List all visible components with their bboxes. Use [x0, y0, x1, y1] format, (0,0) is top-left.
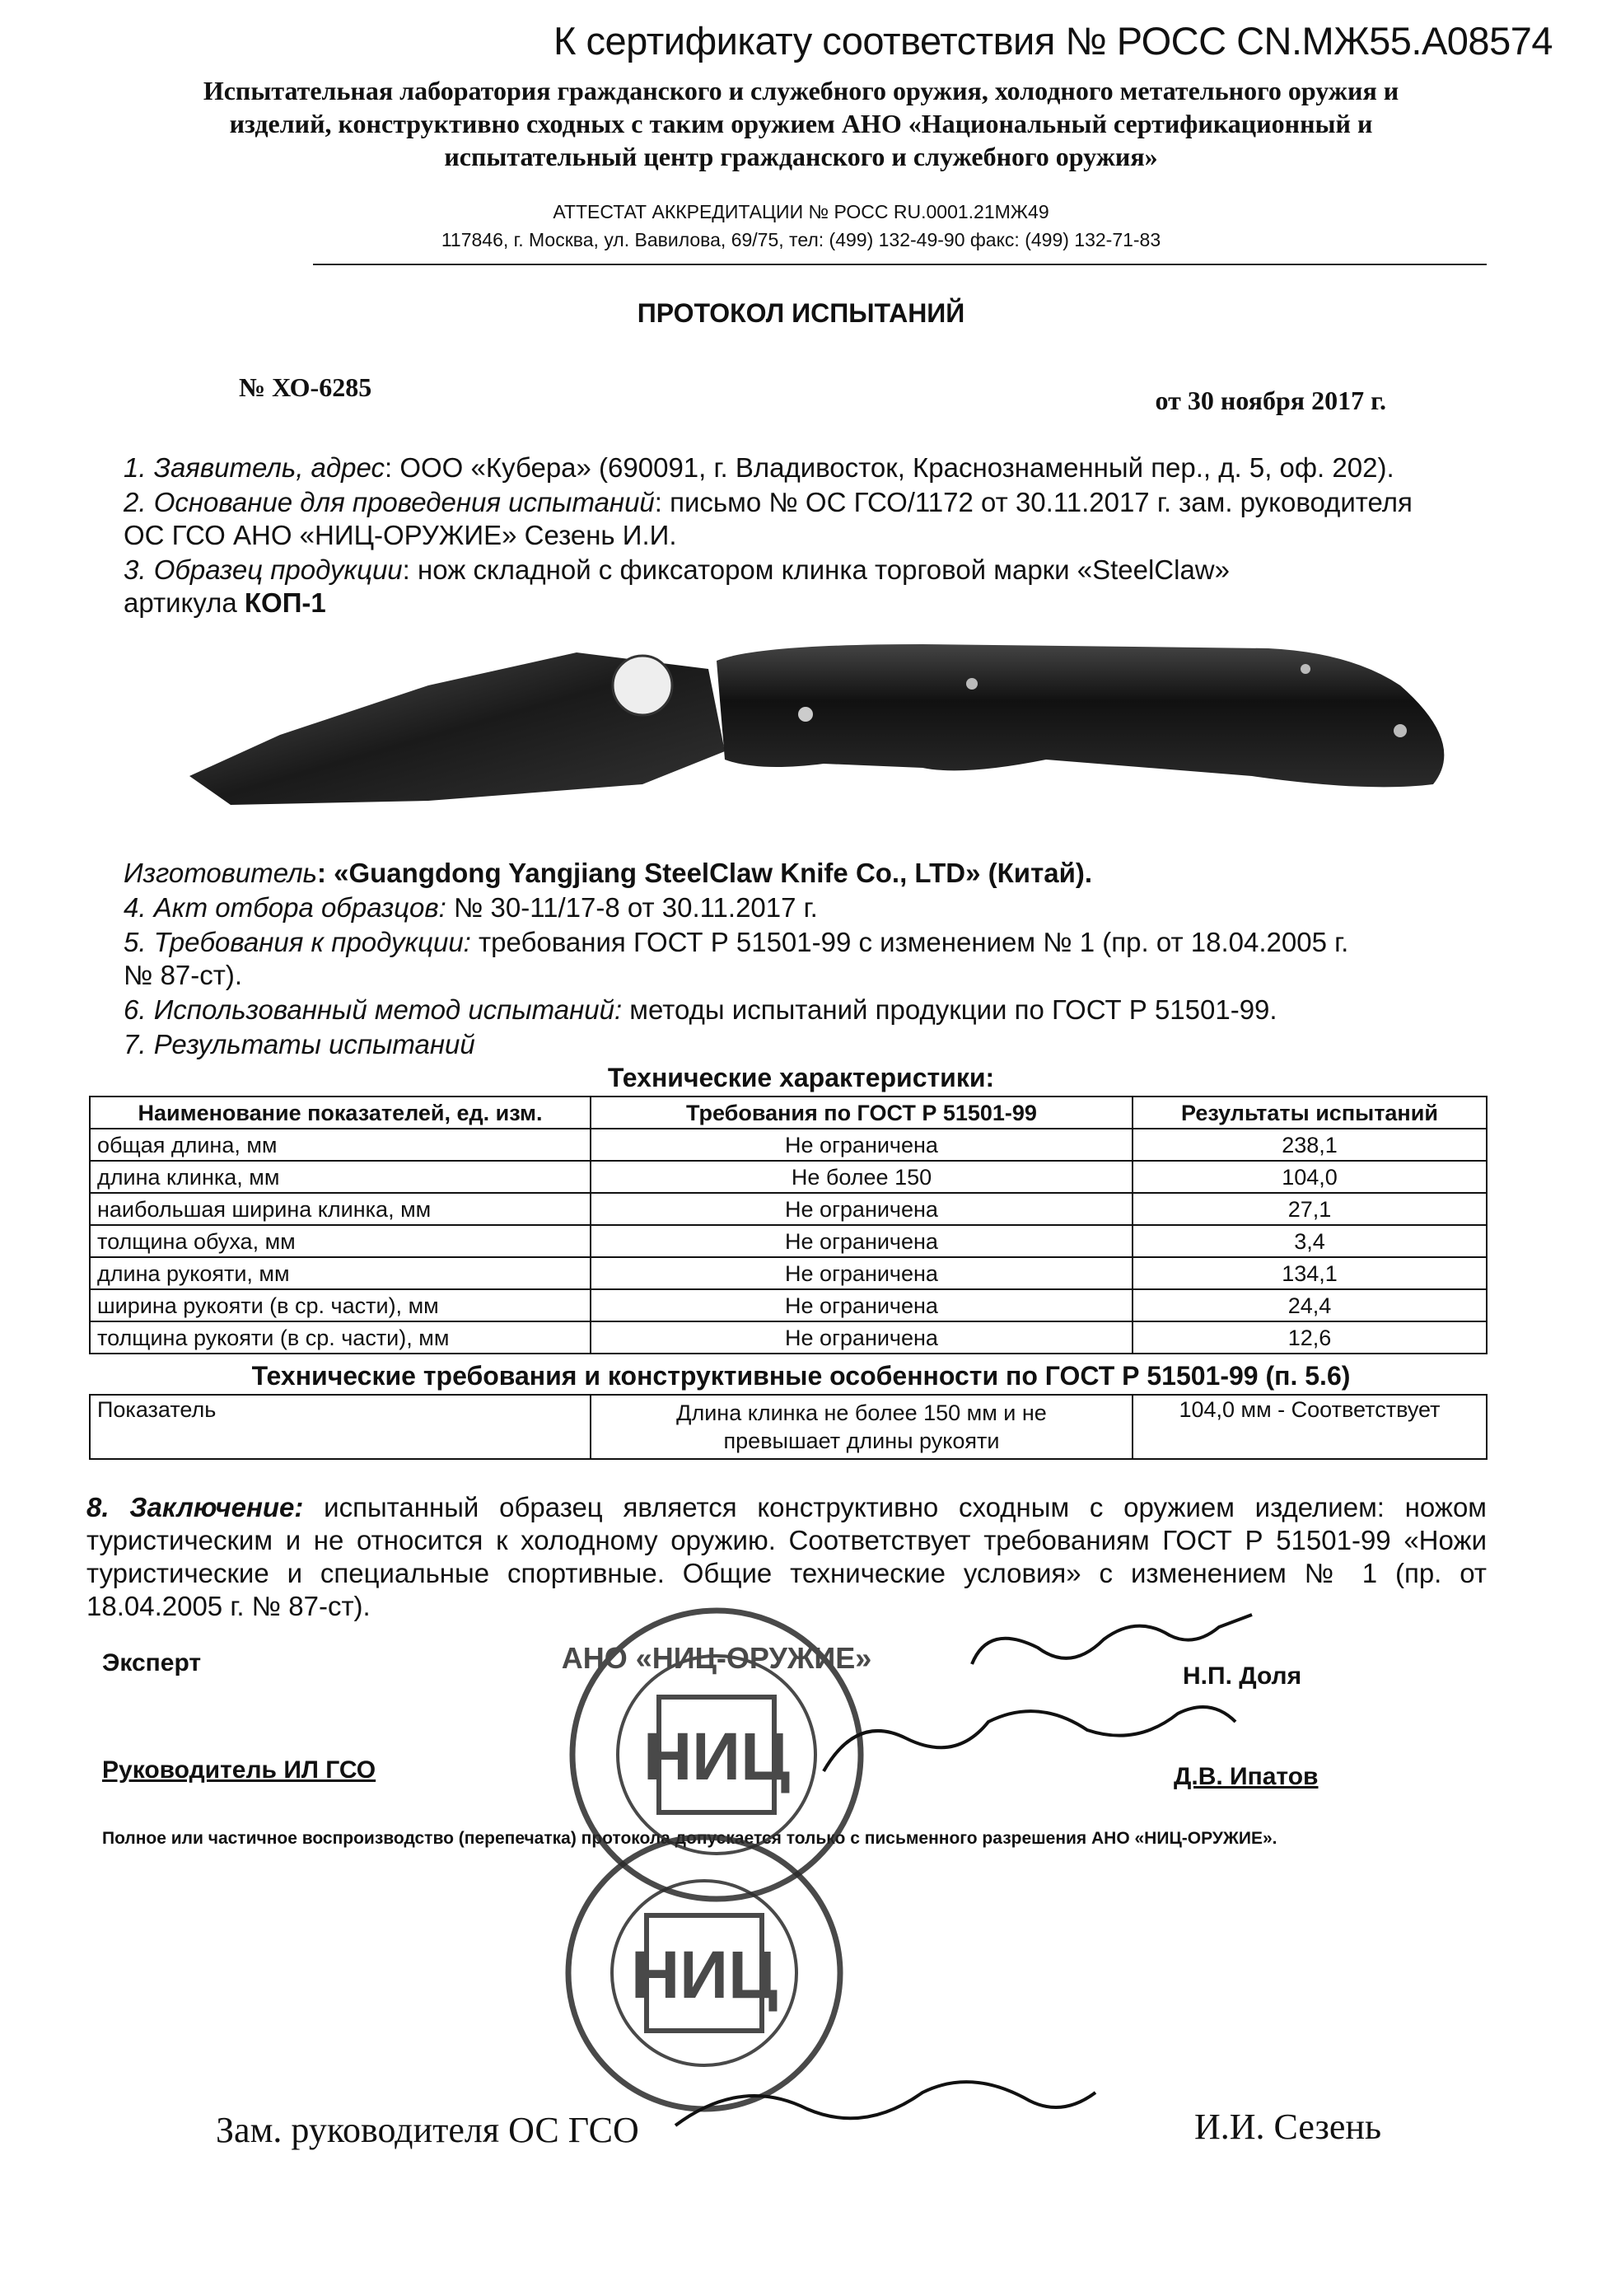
protocol-number: № ХО-6285	[239, 372, 372, 402]
table-cell: Не более 150	[591, 1161, 1133, 1193]
table-cell: длина рукояти, мм	[90, 1257, 591, 1289]
table-header-cell: Наименование показателей, ед. изм.	[90, 1097, 591, 1129]
head-label: Руководитель ИЛ ГСО	[102, 1756, 376, 1784]
table-cell: Не ограничена	[591, 1129, 1133, 1161]
item-label: 3. Образец продукции	[124, 554, 403, 585]
table2-caption: Технические требования и конструктивные особенности по ГОСТ Р 51501-99 (п. 5.6)	[251, 1361, 1351, 1391]
item-label: 4. Акт отбора образцов:	[124, 892, 446, 923]
item-text: артикула	[124, 587, 245, 618]
expert-name: Н.П. Доля	[1183, 1662, 1302, 1690]
reproduction-note: Полное или частичное воспроизводство (перепечатка) протокола допускается только с письменного разрешения АНО «НИЦ-ОРУЖИЕ».	[102, 1829, 1277, 1848]
table-cell: наибольшая ширина клинка, мм	[90, 1193, 591, 1225]
item-text: : «Guangdong Yangjiang SteelClaw Knife Co., LTD» (Китай).	[316, 858, 1093, 888]
lab-line-2: изделий, конструктивно сходных с таким оружием АНО «Национальный сертификационный и	[229, 109, 1373, 138]
table-cell: 3,4	[1133, 1225, 1487, 1257]
item-text: ОС ГСО АНО «НИЦ-ОРУЖИЕ» Сезень И.И.	[124, 520, 677, 550]
certificate-reference: К сертификату соответствия № РОСС CN.МЖ55.А08574	[553, 19, 1553, 63]
item-text: требования ГОСТ Р 51501-99 с изменением № 1 (пр. от 18.04.2005 г.	[470, 927, 1349, 957]
table-cell: толщина рукояти (в ср. части), мм	[90, 1321, 591, 1354]
stamp-lower-icon	[568, 1837, 840, 2109]
table-cell: 134,1	[1133, 1257, 1487, 1289]
table-cell: ширина рукояти (в ср. части), мм	[90, 1289, 591, 1321]
item-text: методы испытаний продукции по ГОСТ Р 51501-99.	[622, 994, 1277, 1025]
table-header-cell: Требования по ГОСТ Р 51501-99	[591, 1097, 1133, 1129]
table-cell: 104,0 мм - Соответствует	[1133, 1395, 1487, 1459]
stamp-upper-ring: АНО «НИЦ-ОРУЖИЕ»	[561, 1641, 872, 1675]
table-cell: Не ограничена	[591, 1225, 1133, 1257]
expert-signature-icon	[972, 1615, 1252, 1664]
head-signature-icon	[824, 1707, 1235, 1771]
table-cell: 27,1	[1133, 1193, 1487, 1225]
item-text: : ООО «Кубера» (690091, г. Владивосток, Краснознаменный пер., д. 5, оф. 202).	[384, 452, 1394, 483]
stamp-upper-icon	[562, 1611, 872, 1899]
protocol-date: от 30 ноября 2017 г.	[1155, 386, 1386, 415]
table-cell: 24,4	[1133, 1289, 1487, 1321]
stamp-upper-center: НИЦ	[642, 1719, 791, 1794]
conclusion-text: испытанный образец является конструктивно сходным с оружием изделием: ножом туристическим и не относится к холодному оружию. Соответствует требованиям ГОСТ Р 51501-99 «Ножи туристические и специальные спортивные. Общие технические условия» с изменением № 1 (пр. от 18.04.2005 г. № 87-ст).	[86, 1492, 1487, 1621]
item-label: 1. Заявитель, адрес	[124, 452, 385, 483]
item-text: № 87-ст).	[124, 960, 243, 990]
deputy-label: Зам. руководителя ОС ГСО	[216, 2110, 639, 2150]
item-label: Изготовитель	[124, 858, 317, 888]
table-cell: длина клинка, мм	[90, 1161, 591, 1193]
table-cell: 238,1	[1133, 1129, 1487, 1161]
lab-line-3: испытательный центр гражданского и служебного оружия»	[444, 142, 1158, 171]
table-cell: толщина обуха, мм	[90, 1225, 591, 1257]
table-cell: 12,6	[1133, 1321, 1487, 1354]
item-label: 7. Результаты испытаний	[124, 1029, 475, 1059]
article-code: КОП-1	[244, 587, 326, 618]
table1-caption: Технические характеристики:	[607, 1063, 995, 1092]
table-cell-line: Длина клинка не более 150 мм и не	[676, 1401, 1047, 1425]
lab-line-1: Испытательная лаборатория гражданского и служебного оружия, холодного метательного оружия и	[203, 76, 1399, 105]
deputy-name: И.И. Сезень	[1194, 2107, 1382, 2147]
item-label: 6. Использованный метод испытаний:	[124, 994, 623, 1025]
accreditation-number: АТТЕСТАТ АККРЕДИТАЦИИ № РОСС RU.0001.21МЖ49	[553, 201, 1049, 222]
item-label: 2. Основание для проведения испытаний	[124, 487, 655, 517]
table-cell: 104,0	[1133, 1161, 1487, 1193]
item-text: № 30-11/17-8 от 30.11.2017 г.	[446, 892, 818, 923]
item-text: : нож складной с фиксатором клинка торговой марки «SteelClaw»	[402, 554, 1230, 585]
head-name: Д.В. Ипатов	[1174, 1763, 1319, 1790]
table-header-cell: Результаты испытаний	[1133, 1097, 1487, 1129]
expert-label: Эксперт	[102, 1649, 202, 1676]
table-cell: Не ограничена	[591, 1321, 1133, 1354]
conclusion-label: 8. Заключение:	[86, 1492, 304, 1522]
table-cell: Не ограничена	[591, 1289, 1133, 1321]
item-text: : письмо № ОС ГСО/1172 от 30.11.2017 г. зам. руководителя	[654, 487, 1413, 517]
table-cell: Не ограничена	[591, 1257, 1133, 1289]
protocol-title: ПРОТОКОЛ ИСПЫТАНИЙ	[637, 298, 965, 328]
lab-address: 117846, г. Москва, ул. Вавилова, 69/75, тел: (499) 132-49-90 факс: (499) 132-71-83	[441, 229, 1161, 250]
stamp-lower-center: НИЦ	[630, 1938, 778, 2013]
table-cell-line: превышает длины рукояти	[723, 1429, 1000, 1453]
item-label: 5. Требования к продукции:	[124, 927, 471, 957]
table-cell: Показатель	[90, 1395, 591, 1459]
table-cell: Не ограничена	[591, 1193, 1133, 1225]
table-cell: общая длина, мм	[90, 1129, 591, 1161]
